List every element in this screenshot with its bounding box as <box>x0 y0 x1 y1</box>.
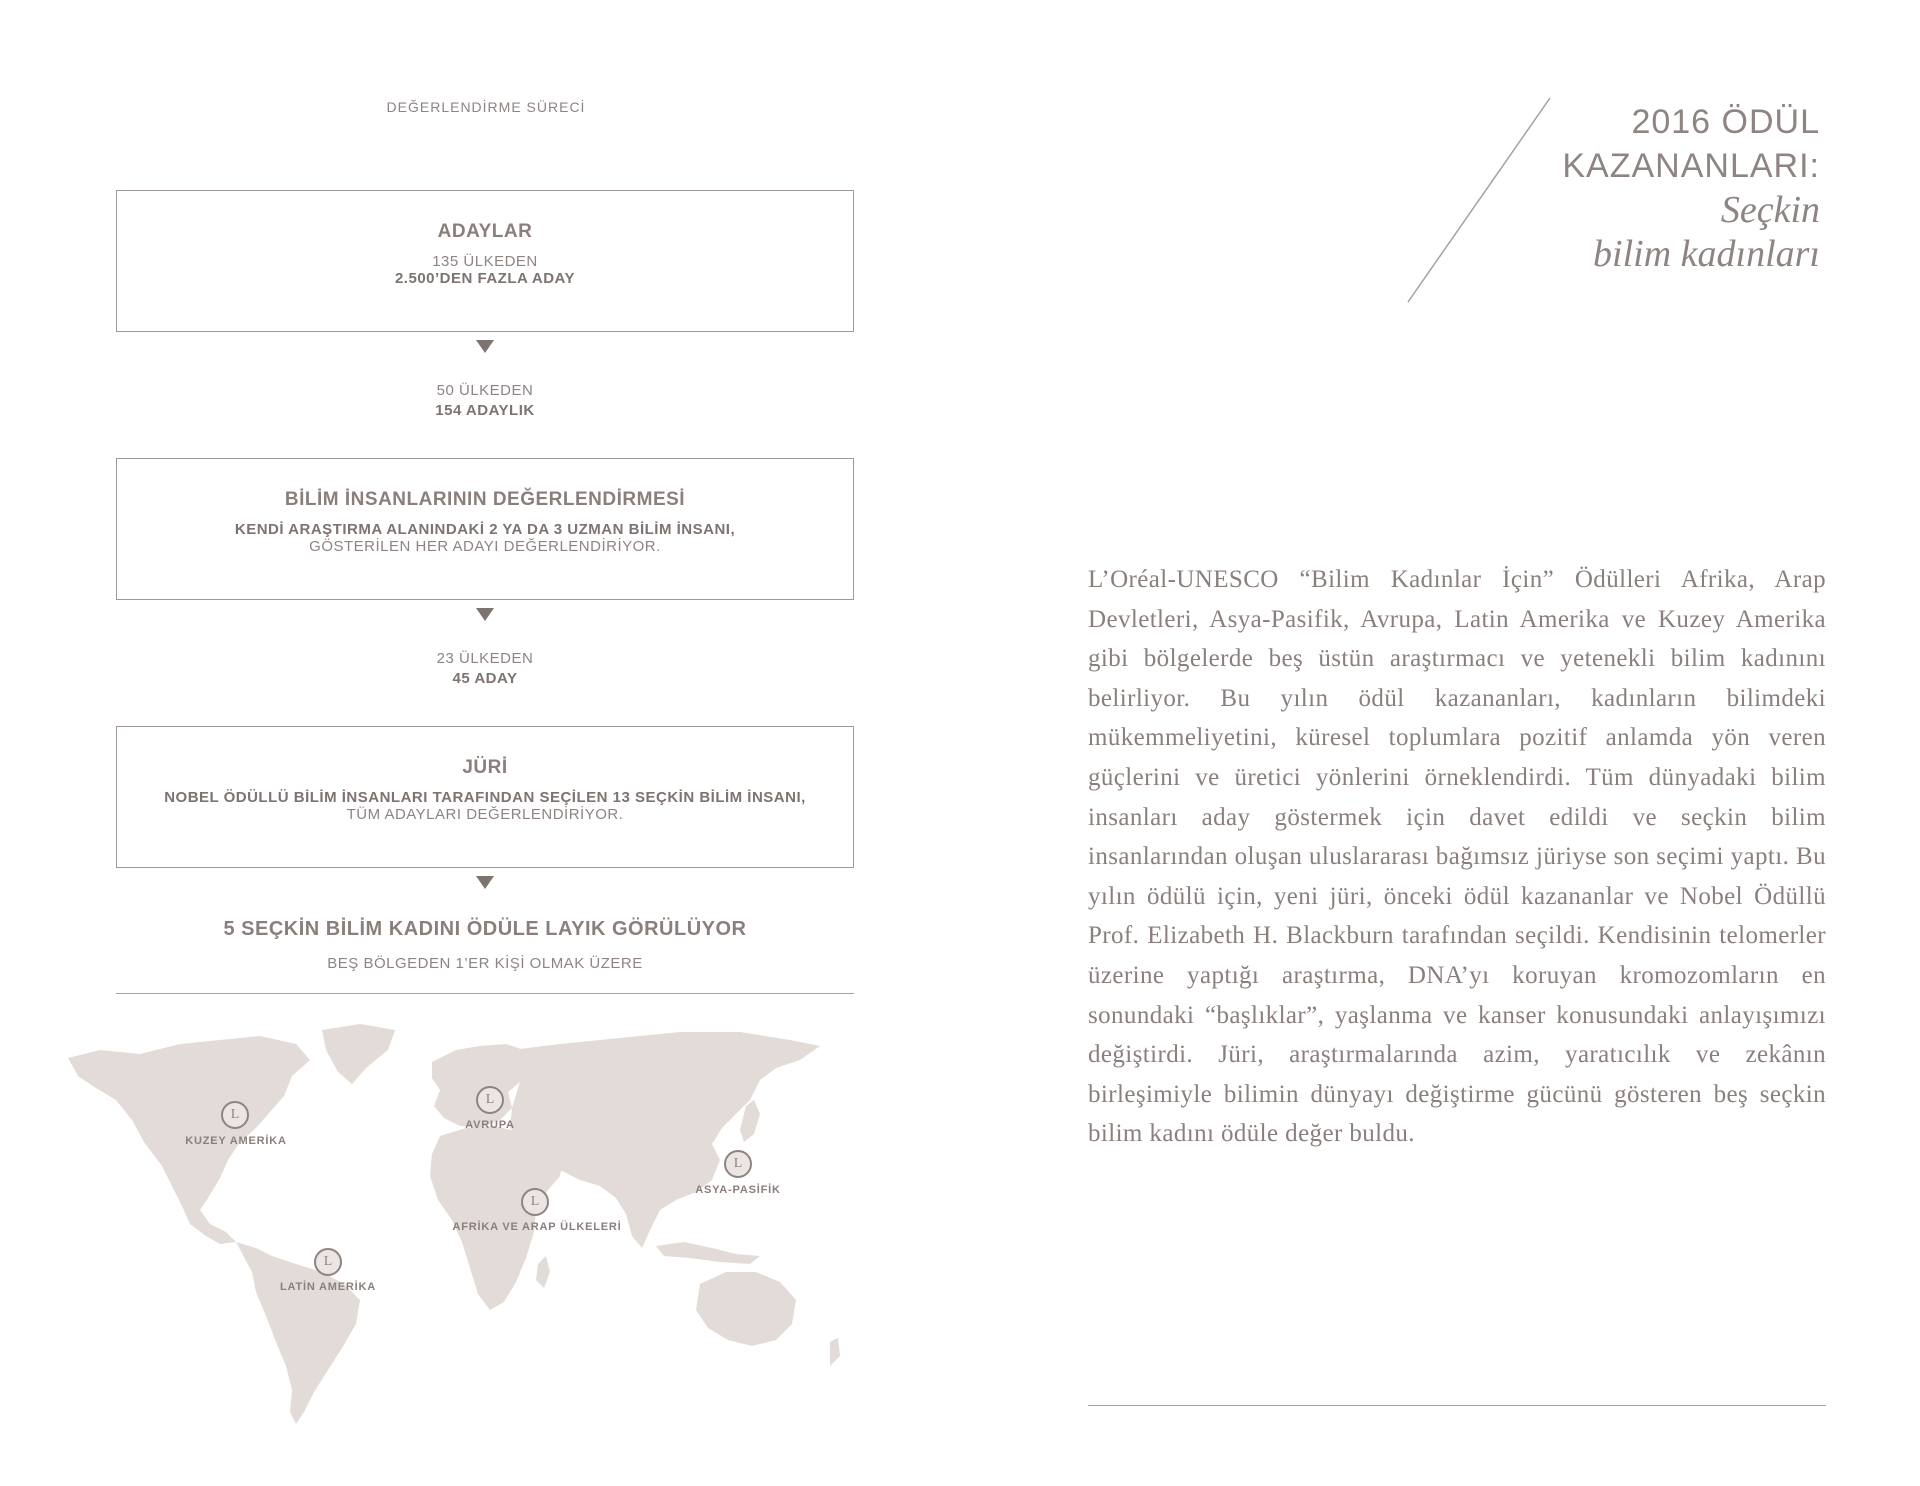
candidates-title: ADAYLAR <box>437 221 533 242</box>
map-new-zealand <box>830 1338 840 1366</box>
scientists-review-line2: GÖSTERİLEN HER ADAYI DEĞERLENDİRİYOR. <box>309 538 661 555</box>
map-australia <box>696 1272 796 1346</box>
laurel-badge-icon: L <box>724 1150 752 1178</box>
bottom-divider <box>1088 1405 1826 1406</box>
heading-line-2: KAZANANLARI: <box>1562 147 1820 185</box>
laurel-badge-icon: L <box>521 1188 549 1216</box>
decorative-slash <box>1400 96 1560 306</box>
region-label-latin-america: LATİN AMERİKA <box>280 1281 376 1293</box>
stage-shortlist <box>116 382 854 419</box>
page-heading <box>1562 100 1820 276</box>
map-south-america <box>236 1242 360 1424</box>
divider <box>116 993 854 994</box>
heading-line-3: Seçkin <box>1720 189 1820 231</box>
region-label-europe: AVRUPA <box>465 1119 515 1131</box>
down-arrow-icon <box>476 608 494 621</box>
final-title: 5 SEÇKİN BİLİM KADINI ÖDÜLE LAYIK GÖRÜLÜYOR <box>223 918 747 940</box>
map-asia <box>510 1032 820 1248</box>
candidates-box <box>116 190 854 332</box>
stage-finalists <box>116 650 854 687</box>
down-arrow-icon <box>476 340 494 353</box>
heading-line-4: bilim kadınları <box>1593 233 1820 275</box>
body-paragraph: L’Oréal-UNESCO “Bilim Kadınlar İçin” Ödülleri Afrika, Arap Devletleri, Asya-Pasifik, Avrupa, Latin Amerika ve Kuzey Amerika gibi bölgelerde beş üstün araştırmacı ve yetenekli bilim kadınını belirliyor. Bu yılın ödül kazananları, kadınların bilimdeki mükemmeliyetini, küresel toplumlara pozitif anlamda yön veren güçlerini ve üretici yönlerini örneklendirdi. Tüm dünyadaki bilim insanları aday göstermek için davet edildi ve seçkin bilim insanlarından oluşan uluslararası bağımsız jüriyse son seçimi yaptı. Bu yılın ödülü için, yeni jüri, önceki ödül kazananlar ve Nobel Ödüllü Prof. Elizabeth H. Blackburn tarafından seçildi. Kendisinin telomerler üzerine yaptığı araştırma, DNA’yı koruyan kromozomların en sonundaki “başlıklar”, yaşlanma ve kanser konusundaki anlayışımızı değiştirdi. Jüri, araştırmalarında azim, yaratıcılık ve zekânın birleşimiyle bilimin dünyayı değiştirme gücünü gösteren beş seçkin bilim kadını ödüle değer buldu. <box>1088 566 1826 1148</box>
heading-line-1: 2016 ÖDÜL <box>1631 103 1820 141</box>
region-label-north-america: KUZEY AMERİKA <box>185 1135 287 1147</box>
section-label: DEĞERLENDİRME SÜRECİ <box>386 99 586 115</box>
scientists-review-title: BİLİM İNSANLARININ DEĞERLENDİRMESİ <box>284 489 686 510</box>
stage-shortlist-countries: 50 ÜLKEDEN <box>436 382 534 399</box>
laurel-badge-icon: L <box>314 1248 342 1276</box>
jury-box <box>116 726 854 868</box>
stage-finalists-countries: 23 ÜLKEDEN <box>436 650 534 667</box>
scientists-review-line1: KENDİ ARAŞTIRMA ALANINDAKİ 2 YA DA 3 UZMAN BİLİM İNSANI, <box>234 521 736 538</box>
map-madagascar <box>536 1256 550 1288</box>
down-arrow-icon <box>476 876 494 889</box>
candidates-countries: 135 ÜLKEDEN <box>432 253 538 270</box>
stage-shortlist-count: 154 ADAYLIK <box>435 402 535 419</box>
map-greenland <box>322 1024 395 1084</box>
scientists-review-box <box>116 458 854 600</box>
region-label-africa-arab: AFRİKA VE ARAP ÜLKELERİ <box>452 1221 622 1233</box>
laurel-badge-icon: L <box>221 1101 249 1129</box>
jury-title: JÜRİ <box>462 757 508 778</box>
map-indonesia <box>656 1242 760 1264</box>
world-map <box>60 1010 920 1430</box>
region-label-asia-pacific: ASYA-PASİFİK <box>695 1184 781 1196</box>
final-subtitle: BEŞ BÖLGEDEN 1’ER KİŞİ OLMAK ÜZERE <box>327 955 643 972</box>
jury-line1: NOBEL ÖDÜLLÜ BİLİM İNSANLARI TARAFINDAN SEÇİLEN 13 SEÇKİN BİLİM İNSANI, <box>164 789 806 806</box>
jury-line2: TÜM ADAYLARI DEĞERLENDİRİYOR. <box>346 806 624 823</box>
stage-finalists-count: 45 ADAY <box>452 670 518 687</box>
laurel-badge-icon: L <box>476 1086 504 1114</box>
candidates-count: 2.500’DEN FAZLA ADAY <box>394 270 576 287</box>
